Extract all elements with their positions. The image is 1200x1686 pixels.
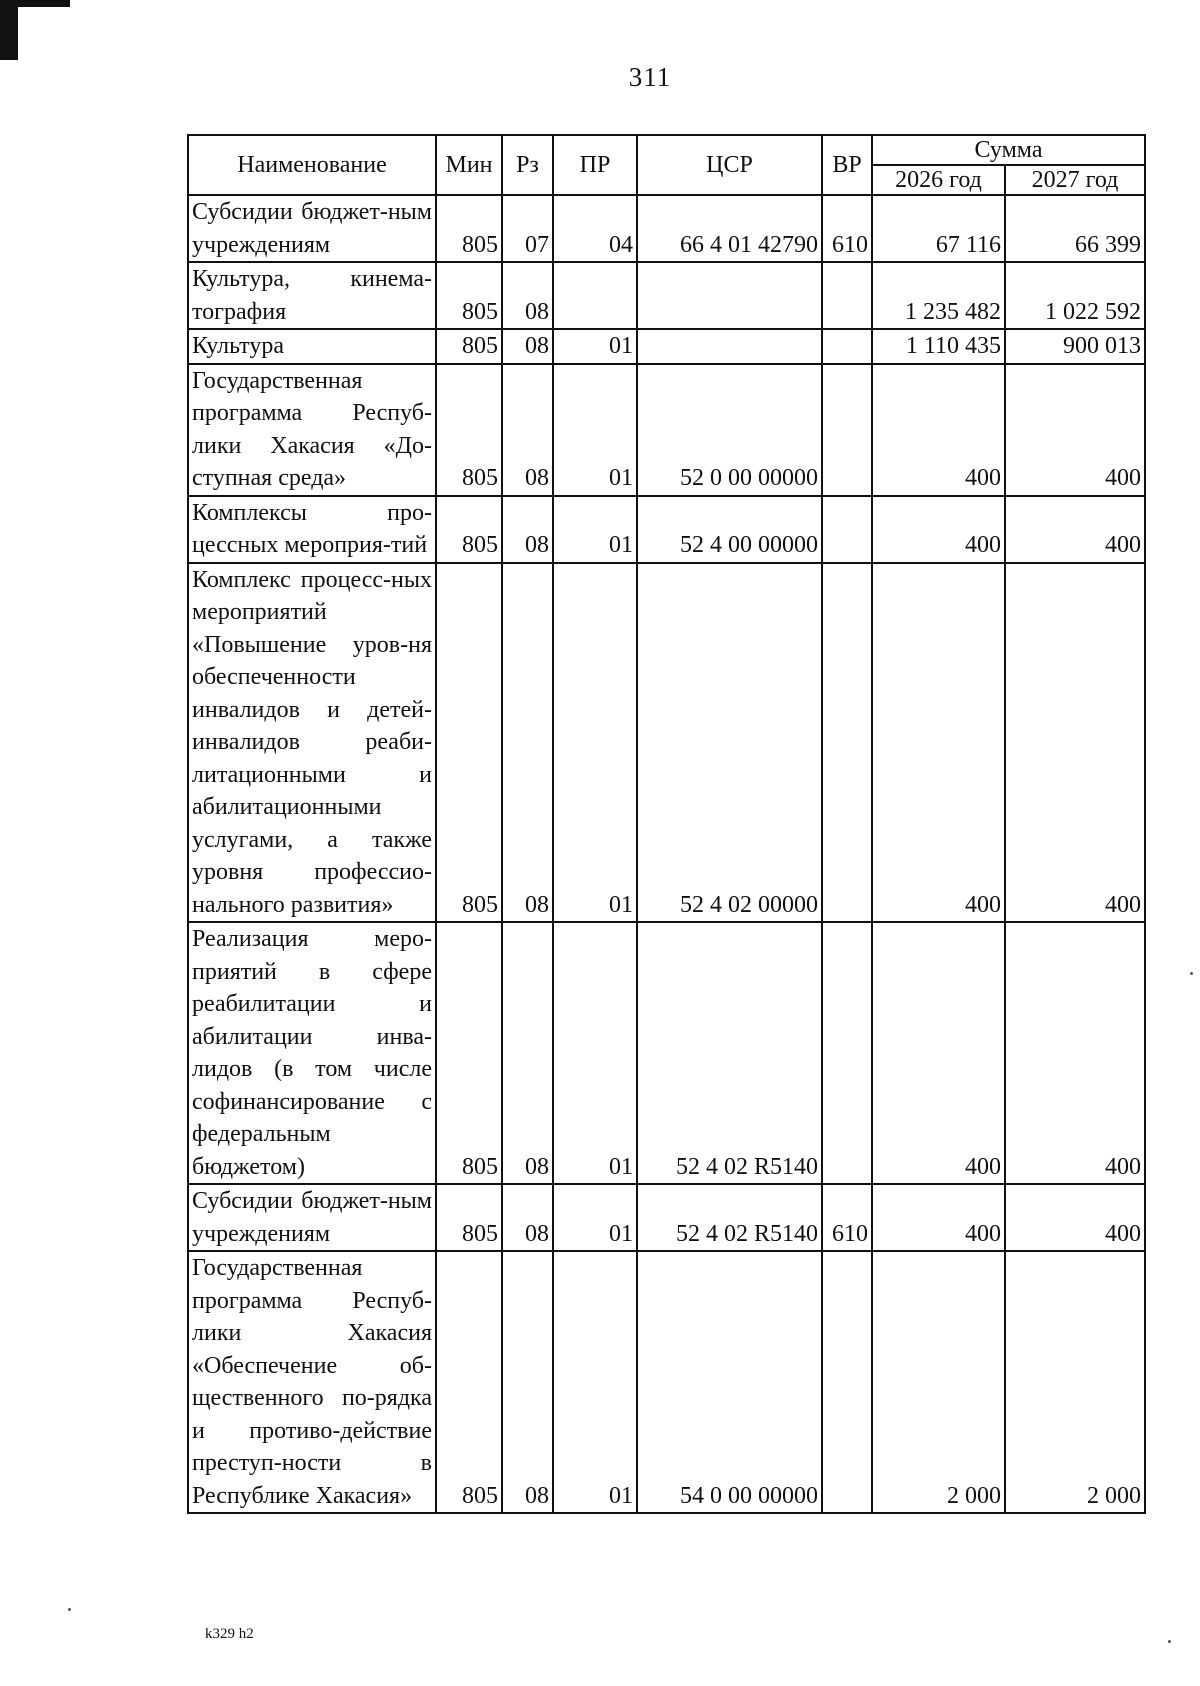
row-min: 805 <box>436 364 502 496</box>
header-year-2027: 2027 год <box>1005 165 1145 195</box>
header-vr: ВР <box>822 135 872 195</box>
header-year-2026: 2026 год <box>872 165 1005 195</box>
row-sum-2027: 66 399 <box>1005 195 1145 262</box>
row-min: 805 <box>436 329 502 364</box>
row-pr: 01 <box>553 1251 637 1513</box>
row-name: Культура, кинема-тография <box>188 262 436 329</box>
row-csr: 66 4 01 42790 <box>637 195 822 262</box>
row-sum-2026: 400 <box>872 364 1005 496</box>
row-vr <box>822 364 872 496</box>
row-min: 805 <box>436 1184 502 1251</box>
row-rz: 08 <box>502 922 553 1184</box>
row-vr <box>822 922 872 1184</box>
table-row <box>188 922 1145 1184</box>
table-row <box>188 1184 1145 1251</box>
row-csr: 52 0 00 00000 <box>637 364 822 496</box>
row-sum-2027: 1 022 592 <box>1005 262 1145 329</box>
row-name: Субсидии бюджет-ным учреждениям <box>188 1184 436 1251</box>
row-sum-2026: 1 110 435 <box>872 329 1005 364</box>
row-pr: 01 <box>553 922 637 1184</box>
row-sum-2026: 1 235 482 <box>872 262 1005 329</box>
scan-edge-mark-top <box>0 0 70 7</box>
row-vr <box>822 262 872 329</box>
scan-edge-mark <box>0 0 18 60</box>
row-pr: 01 <box>553 329 637 364</box>
row-rz: 08 <box>502 1184 553 1251</box>
row-name: Субсидии бюджет-ным учреждениям <box>188 195 436 262</box>
row-sum-2026: 400 <box>872 1184 1005 1251</box>
row-csr: 52 4 02 R5140 <box>637 922 822 1184</box>
row-min: 805 <box>436 496 502 563</box>
scan-speck <box>1190 972 1193 975</box>
header-csr: ЦСР <box>637 135 822 195</box>
row-pr: 01 <box>553 364 637 496</box>
row-name: Культура <box>188 329 436 364</box>
row-sum-2027: 400 <box>1005 563 1145 923</box>
row-vr <box>822 496 872 563</box>
row-csr <box>637 262 822 329</box>
footer-code: k329 h2 <box>205 1626 254 1642</box>
header-min: Мин <box>436 135 502 195</box>
row-sum-2027: 900 013 <box>1005 329 1145 364</box>
row-name: Комплекс процесс-ных мероприятий «Повышение уров-ня обеспеченности инвалидов и детей-инвалидов реаби-литационными и абилитационными услугами, а также уровня профессио-нального развития» <box>188 563 436 923</box>
row-rz: 07 <box>502 195 553 262</box>
row-sum-2026: 400 <box>872 496 1005 563</box>
row-sum-2027: 400 <box>1005 1184 1145 1251</box>
row-name: Комплексы про-цессных мероприя-тий <box>188 496 436 563</box>
header-sum: Сумма <box>872 135 1145 165</box>
row-min: 805 <box>436 195 502 262</box>
row-vr <box>822 563 872 923</box>
row-rz: 08 <box>502 329 553 364</box>
row-sum-2026: 400 <box>872 922 1005 1184</box>
row-min: 805 <box>436 262 502 329</box>
table-row <box>188 496 1145 563</box>
row-rz: 08 <box>502 563 553 923</box>
scan-speck <box>1168 1640 1171 1643</box>
header-name: Наименование <box>188 135 436 195</box>
row-pr <box>553 262 637 329</box>
row-sum-2027: 2 000 <box>1005 1251 1145 1513</box>
row-rz: 08 <box>502 262 553 329</box>
row-vr: 610 <box>822 1184 872 1251</box>
row-csr <box>637 329 822 364</box>
row-pr: 01 <box>553 496 637 563</box>
row-pr: 04 <box>553 195 637 262</box>
row-rz: 08 <box>502 364 553 496</box>
row-csr: 54 0 00 00000 <box>637 1251 822 1513</box>
row-csr: 52 4 02 00000 <box>637 563 822 923</box>
row-sum-2026: 400 <box>872 563 1005 923</box>
header-pr: ПР <box>553 135 637 195</box>
row-csr: 52 4 00 00000 <box>637 496 822 563</box>
table-row <box>188 364 1145 496</box>
row-sum-2027: 400 <box>1005 922 1145 1184</box>
row-rz: 08 <box>502 496 553 563</box>
table-row <box>188 329 1145 364</box>
row-pr: 01 <box>553 563 637 923</box>
row-vr: 610 <box>822 195 872 262</box>
row-sum-2026: 67 116 <box>872 195 1005 262</box>
row-name: Реализация меро-приятий в сфере реабилитации и абилитации инва-лидов (в том числе софинансирование с федеральным бюджетом) <box>188 922 436 1184</box>
table-row <box>188 1251 1145 1513</box>
scan-speck <box>68 1608 71 1611</box>
row-sum-2026: 2 000 <box>872 1251 1005 1513</box>
header-rz: Рз <box>502 135 553 195</box>
row-pr: 01 <box>553 1184 637 1251</box>
row-name: Государственная программа Респуб-лики Хакасия «До-ступная среда» <box>188 364 436 496</box>
table-row <box>188 262 1145 329</box>
row-vr <box>822 1251 872 1513</box>
row-sum-2027: 400 <box>1005 364 1145 496</box>
budget-table <box>187 134 1146 1514</box>
table-row <box>188 563 1145 923</box>
table-row <box>188 195 1145 262</box>
row-csr: 52 4 02 R5140 <box>637 1184 822 1251</box>
row-min: 805 <box>436 1251 502 1513</box>
row-name: Государственная программа Респуб-лики Хакасия «Обеспечение об-щественного по-рядка и противо-действие преступ-ности в Республике Хакасия» <box>188 1251 436 1513</box>
row-min: 805 <box>436 922 502 1184</box>
row-min: 805 <box>436 563 502 923</box>
page-number: 311 <box>628 62 672 92</box>
row-vr <box>822 329 872 364</box>
row-rz: 08 <box>502 1251 553 1513</box>
row-sum-2027: 400 <box>1005 496 1145 563</box>
